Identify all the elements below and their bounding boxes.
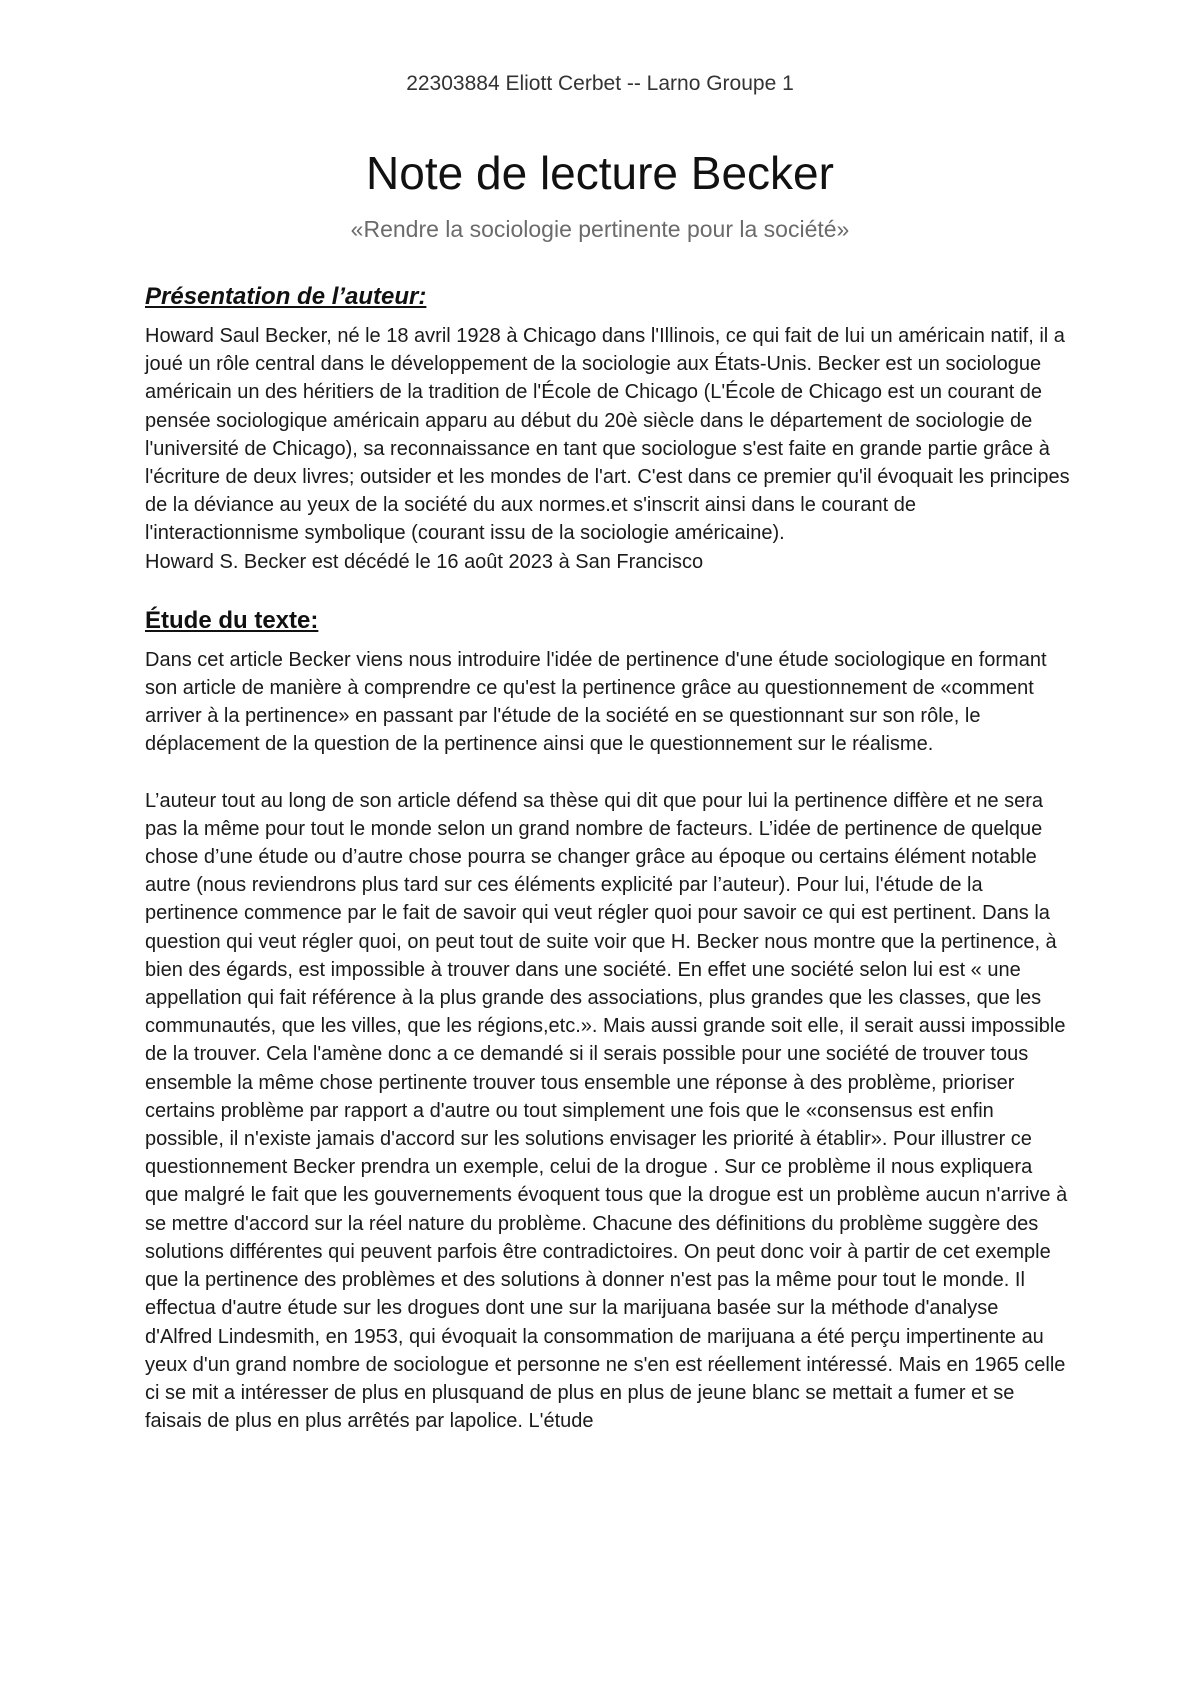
paragraph-author-bio: Howard Saul Becker, né le 18 avril 1928 à Chicago dans l'Illinois, ce qui fait de lui un américain natif, il a joué un rôle central dans le développement de la sociologie aux États-Unis. Becker est un sociologue américain un des héritiers de la tradition de l'École de Chicago (L'École de Chicago est un courant de pensée sociologique américain apparu au début du 20è siècle dans le département de sociologie de l'université de Chicago), sa reconnaissance en tant que sociologue s'est faite en grande partie grâce à l'écriture de deux livres; outsider et les mondes de l'art. C'est dans ce premier qu'il évoquait les principes de la déviance au yeux de la société du aux normes.et s'inscrit ainsi dans le courant de l'interactionnisme symbolique (courant issu de la sociologie américaine). (145, 325, 1070, 545)
section-heading-study: Étude du texte: (145, 606, 319, 634)
page-title: Note de lecture Becker (366, 147, 834, 199)
paragraph-study-intro: Dans cet article Becker viens nous introduire l'idée de pertinence d'une étude sociologique en formant son article de manière à comprendre ce qu'est la pertinence grâce au questionnement de «comment arriver à la pertinence» en passant par l'étude de la société en se questionnant sur son rôle, le déplacement de la question de la pertinence ainsi que le questionnement sur le réalisme. (145, 648, 1047, 756)
document-header: 22303884 Eliott Cerbet -- Larno Groupe 1 (406, 72, 794, 95)
paragraph-author-death: Howard S. Becker est décédé le 16 août 2023 à San Francisco (145, 550, 704, 573)
document-body (145, 282, 1070, 1435)
section-heading-author: Présentation de l’auteur: (145, 283, 427, 310)
page-subtitle: «Rendre la sociologie pertinente pour la société» (350, 216, 850, 242)
paragraph-study-thesis: L’auteur tout au long de son article défend sa thèse qui dit que pour lui la pertinence diffère et ne sera pas la même pour tout le monde selon un grand nombre de facteurs. L’idée de pertinence de quelque chose d’une étude ou d’autre chose pourra se changer grâce au époque ou certains élément notable autre (nous reviendrons plus tard sur ces éléments explicité par l’auteur). Pour lui, l'étude de la pertinence commence par le fait de savoir qui veut régler quoi pour savoir ce qui est pertinent. Dans la question qui veut régler quoi, on peut tout de suite voir que H. Becker nous montre que la pertinence, à bien des égards, est impossible à trouver dans une société. En effet une société selon lui est « une appellation qui fait référence à la plus grande des associations, plus grandes que les classes, que les communautés, que les villes, que les régions,etc.». Mais aussi grande soit elle, il serait aussi impossible de la trouver. Cela l'amène donc a ce demandé si il serais possible pour une société de trouver tous ensemble la même chose pertinente trouver tous ensemble une réponse à des problème, prioriser certains problème par rapport a d'autre ou tout simplement une fois que le «consensus est enfin possible, il n'existe jamais d'accord sur les solutions envisager les priorité à établir». Pour illustrer ce questionnement Becker prendra un exemple, celui de la drogue . Sur ce problème il nous expliquera que malgré le fait que les gouvernements évoquent tous que la drogue est un problème aucun n'arrive à se mettre d'accord sur la réel nature du problème. Chacune des définitions du problème suggère des solutions différentes qui peuvent parfois être contradictoires. On peut donc voir à partir de cet exemple que la pertinence des problèmes et des solutions à donner n'est pas la même pour tout le monde. Il effectua d'autre étude sur les drogues dont une sur la marijuana basée sur la méthode d'analyse d'Alfred Lindesmith, en 1953, qui évoquait la consommation de marijuana a été perçu impertinente au yeux d'un grand nombre de sociologue et personne ne s'en est réellement intéressé. Mais en 1965 celle ci se mit a intéresser de plus en plusquand de plus en plus de jeune blanc se mettait a fumer et se faisais de plus en plus arrêtés par lapolice. L'étude (145, 789, 1068, 1433)
